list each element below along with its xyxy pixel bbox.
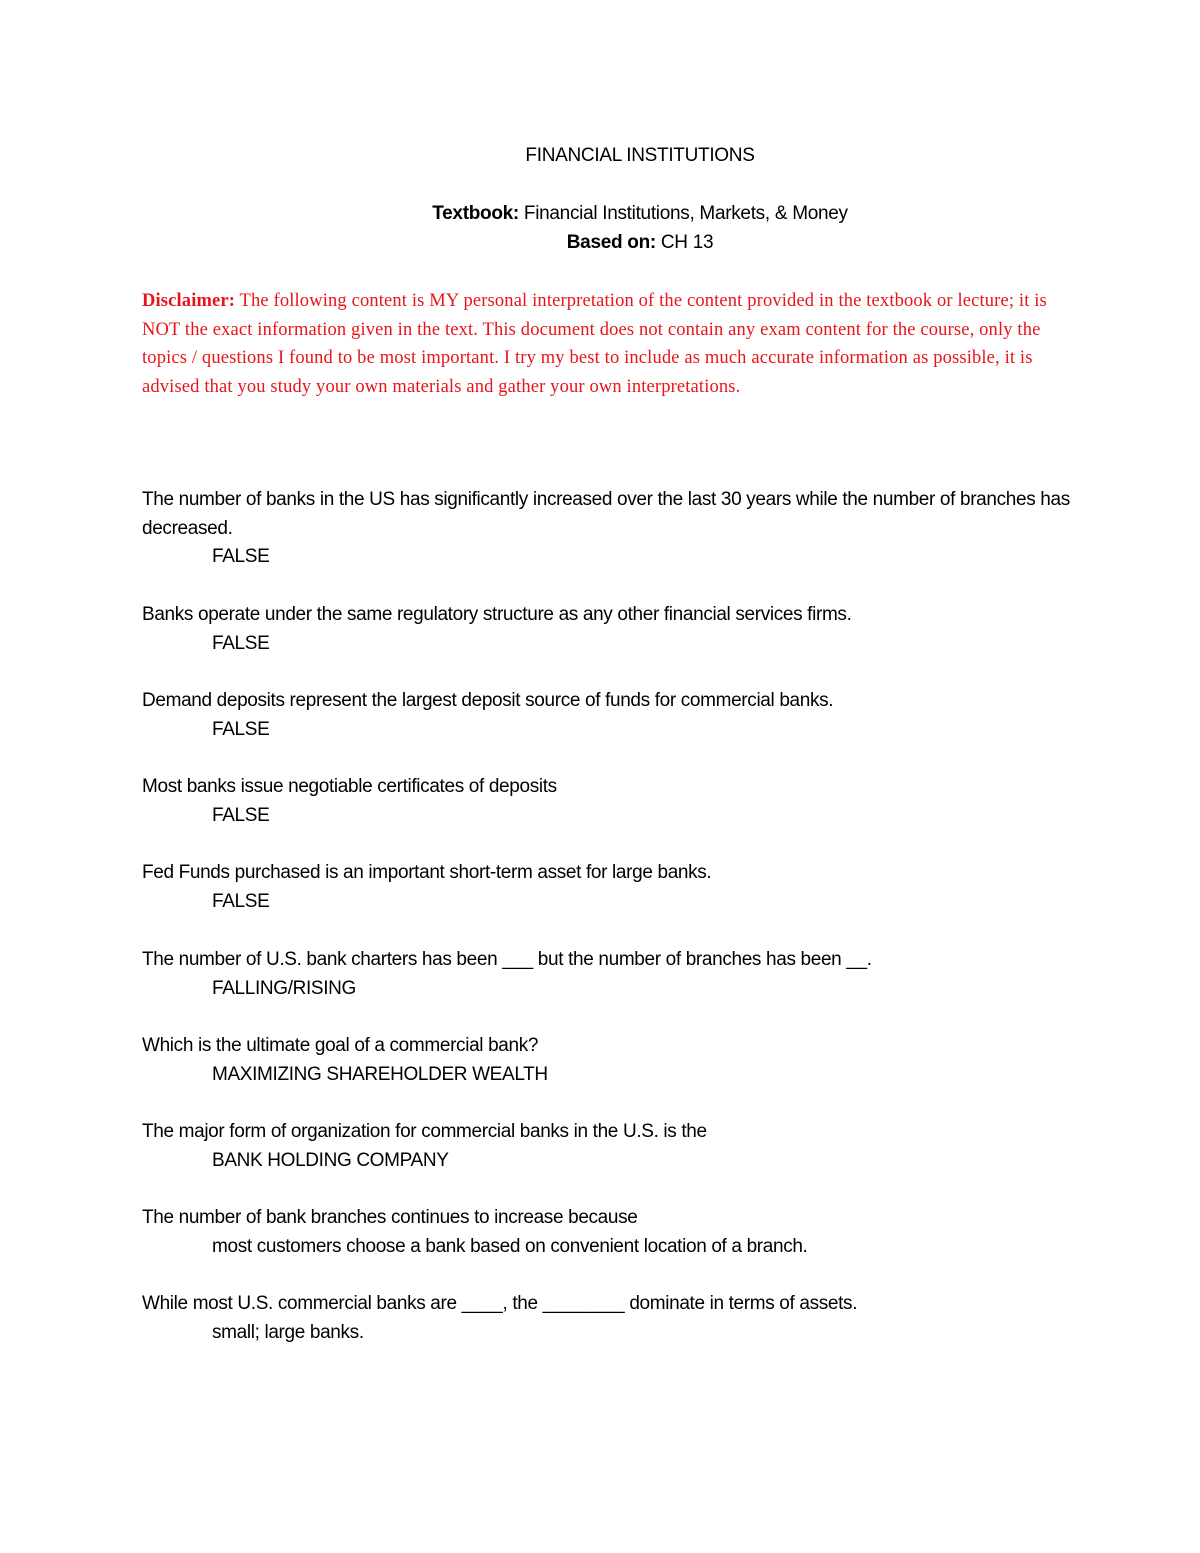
qa-item xyxy=(142,1204,1142,1261)
qa-item xyxy=(142,1032,1142,1089)
textbook-label: Textbook: xyxy=(432,203,519,224)
question-text: The number of bank branches continues to increase because xyxy=(142,1207,638,1228)
answer-text: BANK HOLDING COMPANY xyxy=(212,1149,449,1171)
textbook-line xyxy=(0,203,1200,225)
disclaimer-text: The following content is MY personal interpretation of the content provided in the textbook or lecture; it is NOT the exact information given in the text. This document does not contain any exam content for the course, only the topics / questions I found to be most important. I try my best to include as much accurate information as possible, it is advised that you study your own materials and gather your own interpretations. xyxy=(142,291,1047,397)
based-on-line xyxy=(0,232,1200,254)
question-text: The major form of organization for commercial banks in the U.S. is the xyxy=(142,1121,707,1142)
question-text: While most U.S. commercial banks are ____, the ________ dominate in terms of assets. xyxy=(142,1293,858,1314)
answer-text: FALSE xyxy=(212,804,270,826)
qa-item xyxy=(142,859,1142,916)
document-title xyxy=(0,145,1200,167)
question-text: Most banks issue negotiable certificates of deposits xyxy=(142,776,557,797)
qa-item xyxy=(142,687,1142,744)
answer-text: FALSE xyxy=(212,718,270,740)
answer-text: FALLING/RISING xyxy=(212,977,356,999)
textbook-value: Financial Institutions, Markets, & Money xyxy=(518,203,848,224)
answer-text: FALSE xyxy=(212,632,270,654)
question-text: Fed Funds purchased is an important short-term asset for large banks. xyxy=(142,862,712,883)
question-text: Banks operate under the same regulatory structure as any other financial services firms. xyxy=(142,604,852,625)
question-text: The number of banks in the US has significantly increased over the last 30 years while the number of branches has decreased. xyxy=(142,489,1070,539)
answer-text: small; large banks. xyxy=(212,1321,364,1343)
answer-text: most customers choose a bank based on convenient location of a branch. xyxy=(212,1235,808,1257)
question-text: Demand deposits represent the largest deposit source of funds for commercial banks. xyxy=(142,690,834,711)
qa-item xyxy=(142,601,1142,658)
answer-text: FALSE xyxy=(212,890,270,912)
question-text: The number of U.S. bank charters has been ___ but the number of branches has been __. xyxy=(142,949,872,970)
question-text: Which is the ultimate goal of a commercial bank? xyxy=(142,1035,539,1056)
title-text: FINANCIAL INSTITUTIONS xyxy=(525,145,755,166)
answer-text: MAXIMIZING SHAREHOLDER WEALTH xyxy=(212,1063,548,1085)
based-on-value: CH 13 xyxy=(655,232,714,253)
qa-item xyxy=(142,773,1142,830)
based-on-label: Based on: xyxy=(566,232,656,253)
answer-text: FALSE xyxy=(212,546,270,568)
qa-item xyxy=(142,486,1142,572)
qa-item xyxy=(142,946,1142,1003)
disclaimer-label: Disclaimer: xyxy=(142,291,236,311)
disclaimer xyxy=(142,287,1072,401)
qa-item xyxy=(142,1118,1142,1175)
qa-item xyxy=(142,1290,1142,1347)
